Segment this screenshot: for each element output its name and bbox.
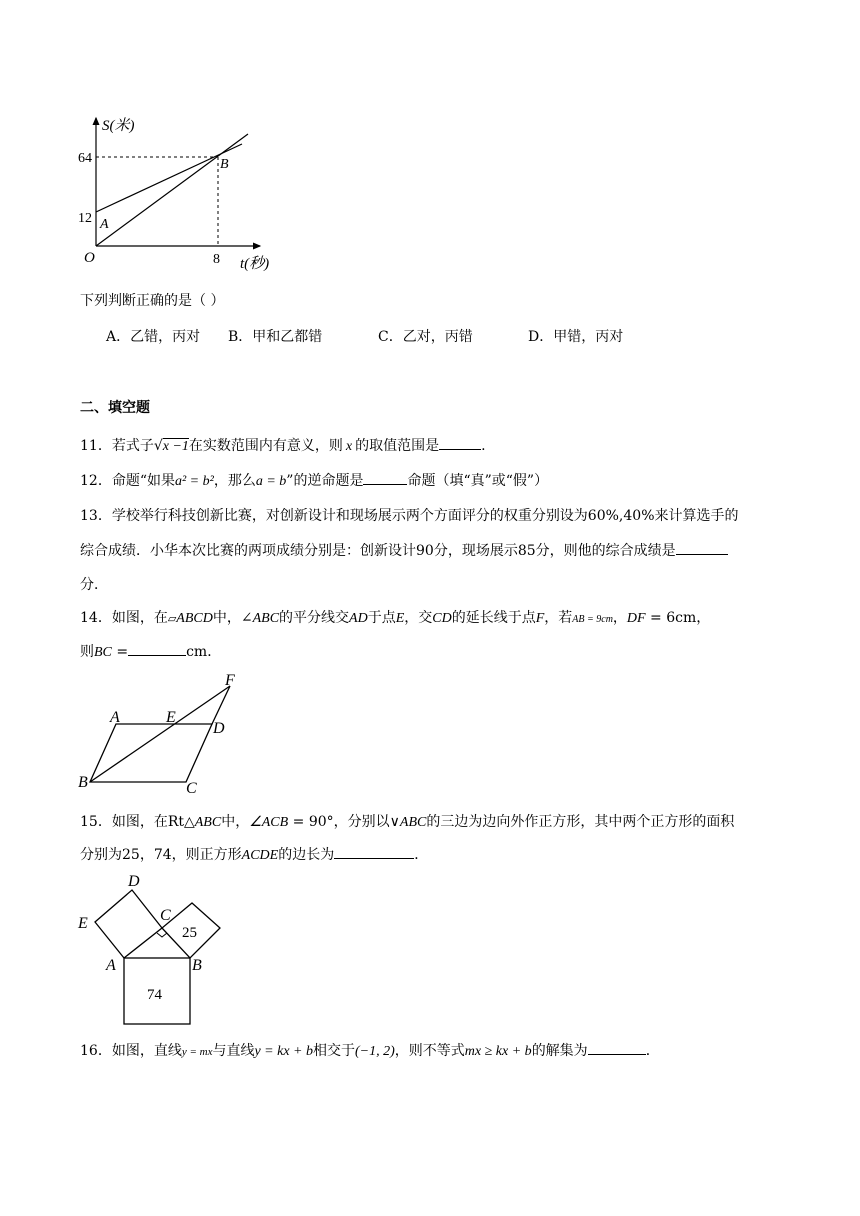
q12-eq2: a = b xyxy=(255,474,287,489)
q16-t7: ，则不等式 xyxy=(394,1043,465,1059)
q12-text-b: ，那么 xyxy=(213,473,256,489)
question-12 xyxy=(80,470,548,493)
q15-t2: ABC xyxy=(194,815,222,830)
section-title: 二、填空题 xyxy=(80,400,150,416)
q15-t4: ∠ACB xyxy=(249,815,289,830)
x-axis-label: t(秒) xyxy=(240,256,270,272)
q14-t4: ABC xyxy=(252,611,280,626)
q12-text-d: 命题（填“真”或“假”） xyxy=(407,473,549,489)
q14-t16: DF xyxy=(626,611,646,626)
q14-t13: ，若 xyxy=(544,610,573,626)
origin-label: O xyxy=(84,250,95,266)
q14-t10: CD xyxy=(432,611,452,626)
point-b-label: B xyxy=(220,157,229,172)
q15-t5: = 90°，分别以∨ xyxy=(288,814,400,830)
label-c: C xyxy=(186,780,197,797)
q11-text-a: 11．若式子 xyxy=(80,438,154,454)
label-e: E xyxy=(166,709,176,726)
parallelogram-symbol: ▱ xyxy=(167,612,177,625)
answer-blank[interactable] xyxy=(363,470,407,485)
answer-blank[interactable] xyxy=(439,435,481,450)
q14-t17: = 6cm， xyxy=(645,610,711,626)
line-through-origin xyxy=(96,134,248,246)
q12-eq1: a² = b² xyxy=(174,474,214,489)
q14-t21: cm． xyxy=(186,644,222,660)
label-f: F xyxy=(225,672,235,689)
label-d: D xyxy=(128,873,140,890)
q13-text: 综合成绩．小华本次比赛的两项成绩分别是：创新设计90分，现场展示85分，则他的综合成绩是 xyxy=(80,543,676,559)
answer-blank[interactable] xyxy=(128,641,186,656)
q10-option-c: C．乙对，丙错 xyxy=(378,329,473,345)
label-d: D xyxy=(213,720,225,737)
q13-line-1: 13．学校举行科技创新比赛，对创新设计和现场展示两个方面评分的权重分别设为60%,40%来计算选手的 xyxy=(80,508,739,524)
distance-time-figure xyxy=(70,108,290,278)
q15-t1: 15．如图，在Rt△ xyxy=(80,814,195,830)
parallelogram-figure xyxy=(70,668,270,798)
q15-t9: ACDE xyxy=(241,848,279,863)
q14-t20: = xyxy=(111,644,129,660)
q13-line-3: 分． xyxy=(80,577,108,593)
q14-t14: AB = 9cm xyxy=(572,614,613,625)
q15-t11: ． xyxy=(414,847,429,863)
q11-text-b: 在实数范围内有意义，则 xyxy=(188,438,343,454)
answer-blank[interactable] xyxy=(334,844,414,859)
q14-t12: F xyxy=(535,611,545,626)
squares-figure xyxy=(72,870,242,1030)
sqrt-symbol: √ xyxy=(153,438,163,454)
q14-t1: 14．如图，在 xyxy=(80,610,168,626)
label-c: C xyxy=(160,907,171,924)
label-a: A xyxy=(106,957,116,974)
parallelogram-abcd xyxy=(90,724,212,782)
q16-t9: 的解集为 xyxy=(531,1043,588,1059)
q10-option-b: B．甲和乙都错 xyxy=(228,329,323,345)
q15-t6: ABC xyxy=(399,815,427,830)
question-11 xyxy=(80,435,486,458)
q15-line-2 xyxy=(80,844,428,867)
q11-radicand: x −1 xyxy=(162,439,189,454)
label-a: A xyxy=(110,709,120,726)
y-tick-64: 64 xyxy=(78,151,92,166)
q15-line-1 xyxy=(80,811,734,834)
q14-line-1 xyxy=(80,607,710,631)
q16-t3: 与直线 xyxy=(212,1043,255,1059)
q11-end: . xyxy=(481,438,486,454)
right-angle-mark xyxy=(157,933,167,937)
q14-line-2 xyxy=(80,641,221,664)
q14-t7: 于点 xyxy=(367,610,396,626)
q14-t8: E xyxy=(395,611,405,626)
q10-option-a: A．乙错，丙对 xyxy=(106,329,201,345)
label-e: E xyxy=(78,915,88,932)
q10-option-d: D．甲错，丙对 xyxy=(528,329,624,345)
y-tick-12: 12 xyxy=(78,211,92,226)
q14-t9: ，交 xyxy=(404,610,433,626)
q11-text-c: 的取值范围是 xyxy=(355,438,440,454)
question-16 xyxy=(80,1040,660,1063)
q16-t4: y = kx + b xyxy=(254,1044,314,1059)
area-big-square: 74 xyxy=(147,987,162,1003)
q13-line-2 xyxy=(80,540,728,562)
label-b: B xyxy=(192,957,202,974)
q16-t10: ． xyxy=(645,1043,660,1059)
q14-t6: AD xyxy=(349,611,368,626)
q15-t8: 分别为25，74，则正方形 xyxy=(80,847,242,863)
y-axis-label: S(米) xyxy=(102,118,135,134)
q14-t5: 的平分线交 xyxy=(279,610,350,626)
q15-t10: 的边长为 xyxy=(278,847,335,863)
q14-t11: 的延长线于点 xyxy=(451,610,536,626)
q12-text-c: ”的逆命题是 xyxy=(286,473,364,489)
square-acde xyxy=(95,890,162,958)
q12-text-a: 12．命题“如果 xyxy=(80,473,175,489)
q15-t3: 中， xyxy=(221,814,250,830)
q14-t15: ， xyxy=(612,610,627,626)
q14-t3: 中，∠ xyxy=(212,610,253,626)
q10-prompt: 下列判断正确的是（ ） xyxy=(80,293,225,309)
label-b: B xyxy=(78,774,88,791)
q11-var: x xyxy=(345,439,353,454)
q14-t19: BC xyxy=(94,645,112,660)
point-a-label: A xyxy=(100,217,109,232)
q16-t6: (−1, 2) xyxy=(355,1044,395,1059)
q16-t2: y = mx xyxy=(181,1046,213,1058)
area-small-square: 25 xyxy=(182,925,197,941)
answer-blank[interactable] xyxy=(588,1040,646,1055)
q16-t1: 16．如图，直线 xyxy=(80,1043,182,1059)
q16-t8: mx ≥ kx + b xyxy=(464,1044,532,1059)
q15-t7: 的三边为边向外作正方形，其中两个正方形的面积 xyxy=(426,814,735,830)
q14-t18: 则 xyxy=(80,644,94,660)
q14-t2: ABCD xyxy=(176,611,213,626)
answer-blank[interactable] xyxy=(676,540,728,555)
q16-t5: 相交于 xyxy=(313,1043,356,1059)
x-tick-8: 8 xyxy=(213,252,220,267)
